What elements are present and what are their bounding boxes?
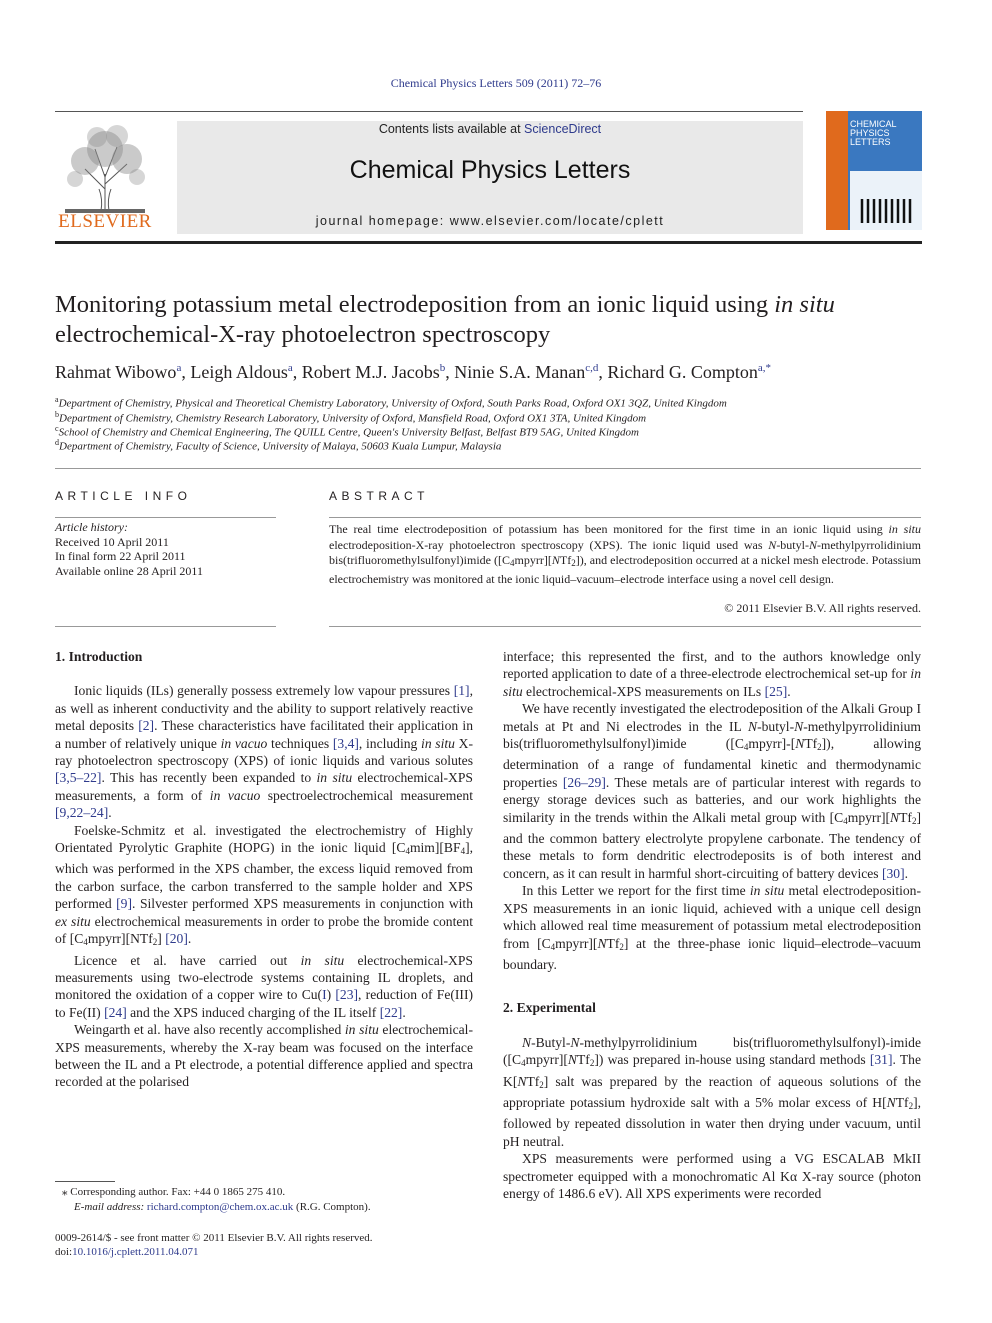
citation-link[interactable]: [3,5–22] <box>55 770 102 786</box>
paragraph: We have recently investigated the electrodeposition of the Alkali Group I metals at Pt and Ni electrodes in the IL N-butyl-N-methylpyrrolidinium bis(trifluoromethylsulfonyl)imide $([C_4mpyrr]-[NTf_2])$, allowing determination of a range of fundamental kinetic and thermodynamic properties [26–29]. These metals are of particular interest with regards to energy storage devices such as batteries, and our work highlights the similarity in the trends within the Alkali metal group with $[C_4mpyrr][NTf_2]$ and the common battery electrolyte propylene carbonate. The tendency of these metals to form dendritic electrodeposits is of both interest and concern, as it can result in harmful short-circuiting of battery devices [30]. <box>503 701 921 881</box>
paragraph: In this Letter we report for the first time in situ metal electrodeposition-XPS measurements in an ionic liquid, achieved with a unique cell design which allowed real time measurement of potassium metal electrodeposition from $[C_4mpyrr][NTf_2]$ at the three-phase ionic liquid–electrode–vacuum boundary. <box>503 883 922 972</box>
paragraph: interface; this represented the first, and to the authors knowledge only reported application to date of a three-electrode electrochemical set-up for in situ electrochemical-XPS measurements on ILs [25]. <box>503 649 921 699</box>
cover-title: CHEMICAL PHYSICS LETTERS <box>850 119 897 147</box>
page-footer: 0009-2614/$ - see front matter © 2011 Elsevier B.V. All rights reserved. doi:10.1016/j.cplett.2011.04.071 <box>55 1232 373 1258</box>
author-list: Rahmat Wibowo$^a$, Leigh Aldous$^a$, Robert M.J. Jacobs$^b$, Ninie S.A. Manan$^{c,d}$, Richard G. Compton$^{a,*}$ <box>55 362 771 382</box>
article-info-heading: ARTICLE INFO <box>55 489 192 503</box>
citation-link[interactable]: [9,22–24] <box>55 805 109 821</box>
divider <box>329 517 921 518</box>
article-history: Article history: Received 10 April 2011 In final form 22 April 2011 Available online 28 April 2011 <box>55 520 203 578</box>
section-heading: 2. Experimental <box>503 1000 596 1016</box>
abstract-text: The real time electrodeposition of potassium has been monitored for the first time in an ionic liquid using in situ electrodeposition-X-ray photoelectron spectroscopy (XPS). The ionic liquid used was N-butyl-N-methylpyrrolidinium bis(trifluoromethylsulfonyl)imide $([C_4mpyrr][NTf_2])$, and electrodeposition occurred at a nickel mesh electrode. Potassium electrochemistry was monitored at the ionic liquid–vacuum–electrode interface using a novel cell design. <box>329 522 921 586</box>
paragraph: Weingarth et al. have also recently accomplished in situ electrochemical-XPS measurements, whereby the X-ray beam was focused on the interface between the IL and a Pt electrode, a potential difference applied and spectra recorded at the polarised <box>55 1022 473 1090</box>
paragraph: XPS measurements were performed using a VG ESCALAB MkII spectrometer equipped with a monochromatic Al Kα X-ray source (photon energy of 1486.6 eV). All XPS experiments were recorded <box>503 1151 921 1201</box>
divider <box>55 468 921 469</box>
journal-cover-image <box>826 111 922 230</box>
author: Richard G. Compton <box>607 362 758 382</box>
citation-link[interactable]: [26–29] <box>562 774 606 790</box>
citation-link[interactable]: [25] <box>764 683 788 699</box>
paragraph: Ionic liquids (ILs) generally possess extremely low vapour pressures [1], as well as inherent conductivity and the ability to support relatively reactive metal deposits [2]. These characteristics have facilitated their application in a number of relatively unique in vacuo techniques [3,4], including in situ X-ray photoelectron spectroscopy (XPS) of ionic liquids and various solutes [3,5–22]. This has recently been expanded to in situ electrochemical-XPS measurements, a form of in vacuo spectroelectrochemical measurement [9,22–24]. <box>55 683 473 821</box>
publisher-name: ELSEVIER <box>58 211 152 232</box>
sciencedirect-link[interactable]: ScienceDirect <box>524 122 602 136</box>
paragraph: Foelske-Schmitz et al. investigated the electrochemistry of Highly Orientated Pyrolytic Graphite (HOPG) in the ionic liquid $[C_4mim][BF_4]$, which was performed in the XPS chamber, the excess liquid removed from the carbon surface, the carbon transferred to the sample holder and XPS performed [9]. Silvester performed XPS measurements in conjunction with ex situ electrochemical measurements in order to probe the bromide content of $[C_4mpyrr][NTf_2]$ [20]. <box>55 822 473 948</box>
affiliation: $^a$Department of Chemistry, Physical and Theoretical Chemistry Laboratory, University of Oxford, South Parks Road, Oxford OX1 3QZ, United Kingdom <box>55 395 727 410</box>
journal-homepage[interactable]: journal homepage: www.elsevier.com/locate/cplett <box>315 214 665 228</box>
citation-link[interactable]: I <box>322 987 327 1003</box>
corresponding-author-footnote: ⁎ Corresponding author. Fax: +44 0 1865 275 410. E-mail address: richard.compton@chem.ox.ac.uk (R.G. Compton). <box>62 1186 371 1213</box>
author: Rahmat Wibowo <box>55 362 177 382</box>
divider <box>329 626 921 627</box>
header-thick-rule <box>55 241 922 244</box>
journal-title: Chemical Physics Letters <box>349 156 631 184</box>
body-right-column <box>503 648 921 1202</box>
contents-line: Contents lists available at ScienceDirect <box>378 122 602 136</box>
abstract-heading: ABSTRACT <box>329 489 430 503</box>
citation-link[interactable]: [2] <box>138 718 155 734</box>
article-title: Monitoring potassium metal electrodeposition from an ionic liquid using in situ electrochemical-X-ray photoelectron spectroscopy <box>55 291 835 348</box>
affiliation: $^d$Department of Chemistry, Faculty of Science, University of Malaya, 50603 Kuala Lumpur, Malaysia <box>55 438 502 453</box>
citation-link[interactable]: [9] <box>116 896 133 912</box>
citation-link[interactable]: [30] <box>881 865 905 881</box>
footnote-rule <box>55 1181 115 1182</box>
abstract-copyright: © 2011 Elsevier B.V. All rights reserved. <box>724 601 921 615</box>
affiliation: $^c$School of Chemistry and Chemical Engineering, The QUILL Centre, Queen's University Belfast, Belfast BT9 5AG, United Kingdom <box>55 424 639 439</box>
author: Robert M.J. Jacobs <box>301 362 440 382</box>
header-rule <box>55 111 803 112</box>
paragraph: Licence et al. have carried out in situ electrochemical-XPS measurements using two-electrode systems containing IL droplets, and monitored the oxidation of a copper wire to Cu(I) [23], reduction of Fe(III) to Fe(II) [24] and the XPS induced charging of the IL itself [22]. <box>55 952 474 1020</box>
citation-link[interactable]: [23] <box>335 987 359 1003</box>
elsevier-logo <box>55 119 155 234</box>
citation-link[interactable]: [22] <box>379 1004 403 1020</box>
section-heading: 1. Introduction <box>55 649 143 664</box>
citation-link[interactable]: [31] <box>869 1052 893 1068</box>
journal-citation[interactable]: Chemical Physics Letters 509 (2011) 72–76 <box>390 76 602 90</box>
doi-link[interactable]: 10.1016/j.cplett.2011.04.071 <box>72 1246 199 1258</box>
citation-link[interactable]: [20] <box>165 931 188 947</box>
divider <box>55 626 276 627</box>
divider <box>55 517 276 518</box>
citation-link[interactable]: [3,4] <box>332 735 359 751</box>
author: Leigh Aldous <box>190 362 288 382</box>
affiliation: $^b$Department of Chemistry, Chemistry Research Laboratory, University of Oxford, Mansfield Road, Oxford OX1 3TA, United Kingdom <box>55 410 647 425</box>
citation-link[interactable]: [1] <box>453 683 470 699</box>
citation-link[interactable]: [24] <box>104 1004 127 1020</box>
paragraph: N-Butyl-N-methylpyrrolidinium bis(trifluoromethylsulfonyl)-imide $([C_4mpyrr][NTf_2])$ was prepared in-house using standard methods [31]. The K[NTf$_2$] salt was prepared by the reaction of aqueous solutions of the appropriate potassium hydroxide salt with a 5% molar excess of H[NTf$_2$], followed by repeated dissolution in water then drying under vacuum, until pH neutral. <box>503 1034 922 1149</box>
email-link[interactable]: richard.compton@chem.ox.ac.uk <box>146 1201 294 1213</box>
author: Ninie S.A. Manan <box>454 362 586 382</box>
body-left-column <box>55 648 473 1091</box>
cover-graphic-icon <box>850 171 922 230</box>
